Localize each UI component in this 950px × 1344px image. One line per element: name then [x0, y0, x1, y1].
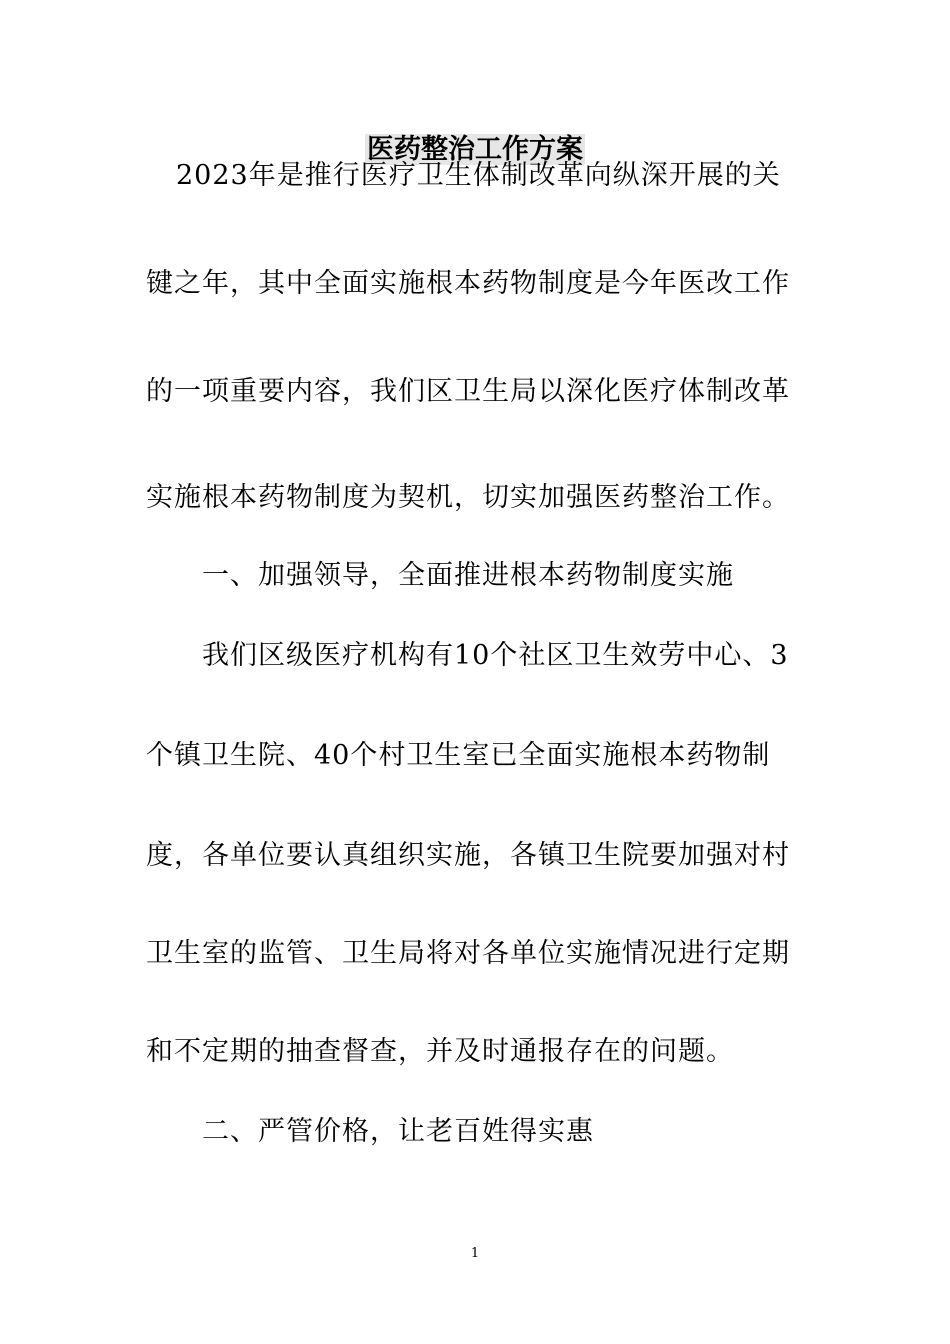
paragraph-line-4: 实施根本药物制度为契机，切实加强医药整治工作。	[146, 482, 790, 513]
document-title-text: 医药整治工作方案	[367, 134, 583, 165]
paragraph-line-6: 个镇卫生院、40个村卫生室已全面实施根本药物制	[146, 740, 771, 771]
paragraph-line-7: 度，各单位要认真组织实施，各镇卫生院要加强对村	[146, 840, 790, 871]
paragraph-line-8: 卫生室的监管、卫生局将对各单位实施情况进行定期	[146, 938, 790, 969]
section-heading-2: 二、严管价格，让老百姓得实惠	[202, 1116, 594, 1147]
section-heading-1: 一、加强领导，全面推进根本药物制度实施	[202, 560, 734, 591]
page-number: 1	[470, 1246, 480, 1261]
paragraph-line-3: 的一项重要内容，我们区卫生局以深化医疗体制改革	[146, 376, 790, 407]
paragraph-line-5: 我们区级医疗机构有10个社区卫生效劳中心、3	[202, 640, 789, 671]
paragraph-line-9: 和不定期的抽查督查，并及时通报存在的问题。	[146, 1036, 734, 1067]
paragraph-line-1: 2023年是推行医疗卫生体制改革向纵深开展的关	[176, 160, 781, 191]
paragraph-line-2: 键之年，其中全面实施根本药物制度是今年医改工作	[146, 268, 790, 299]
